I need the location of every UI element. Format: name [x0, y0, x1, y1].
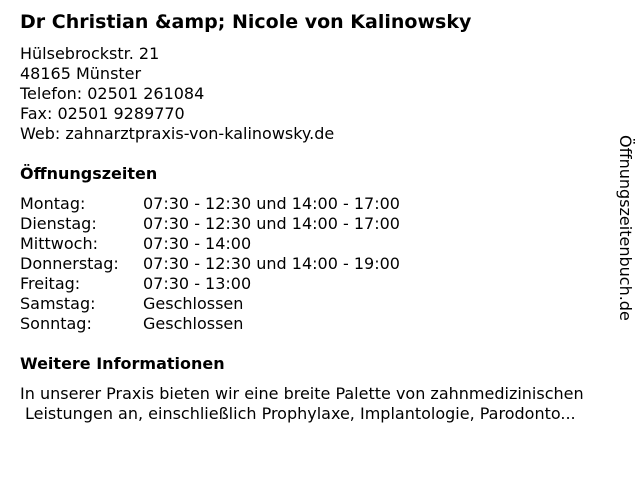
day-label: Dienstag: — [20, 214, 97, 233]
time-value: 07:30 - 12:30 und 14:00 - 17:00 — [143, 194, 400, 213]
day-label: Montag: — [20, 194, 86, 213]
more-info-line: Leistungen an, einschließlich Prophylaxe, Implantologie, Parodonto... — [25, 404, 576, 423]
time-value: 07:30 - 14:00 — [143, 234, 252, 253]
contact-block — [20, 44, 334, 144]
fax-number: Fax: 02501 9289770 — [20, 104, 185, 123]
practice-name: Dr Christian &amp; Nicole von Kalinowsky — [20, 11, 472, 33]
time-value: 07:30 - 12:30 und 14:00 - 17:00 — [143, 214, 400, 233]
website: Web: zahnarztpraxis-von-kalinowsky.de — [20, 124, 335, 143]
phone-number: Telefon: 02501 261084 — [20, 84, 205, 103]
day-label: Donnerstag: — [20, 254, 119, 273]
more-info-heading: Weitere Informationen — [20, 354, 225, 373]
street-address: Hülsebrockstr. 21 — [20, 44, 160, 63]
day-label: Mittwoch: — [20, 234, 98, 253]
more-info-line: In unserer Praxis bieten wir eine breite Palette von zahnmedizinischen — [20, 384, 584, 403]
more-info-text — [20, 384, 635, 424]
day-label: Samstag: — [20, 294, 96, 313]
time-value: Geschlossen — [143, 314, 244, 333]
time-value: 07:30 - 13:00 — [143, 274, 252, 293]
time-value: Geschlossen — [143, 294, 244, 313]
day-label: Sonntag: — [20, 314, 92, 333]
opening-hours-heading: Öffnungszeiten — [20, 164, 158, 183]
watermark-site-name: Öffnungszeitenbuch.de — [616, 135, 635, 321]
city-postcode: 48165 Münster — [20, 64, 142, 83]
day-label: Freitag: — [20, 274, 81, 293]
time-value: 07:30 - 12:30 und 14:00 - 19:00 — [143, 254, 400, 273]
